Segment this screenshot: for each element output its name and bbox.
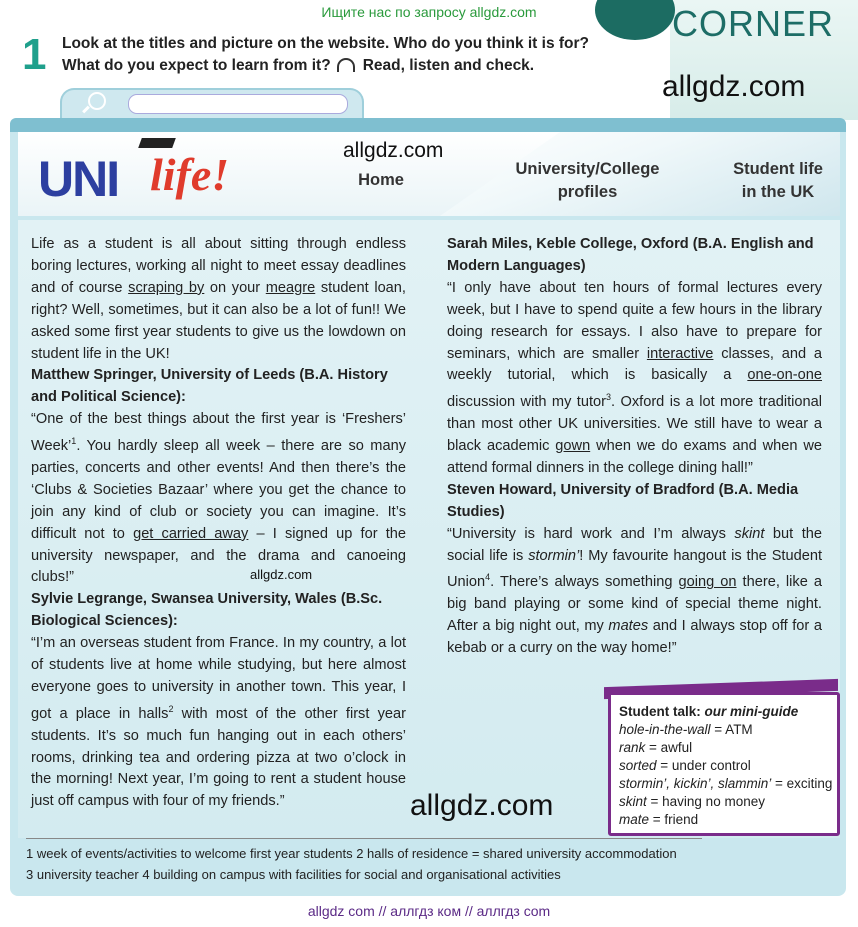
- sarah-quote: “I only have about ten hours of formal lectures every week, but I have to spend quite a few hours in the library doing research for essays. I also have to prepare for seminars, which are smaller interactive classes, and a weekly tutorial, which is basically a one-on-one discussion with my tutor$^3$. Oxford is a lot more traditional than most other UK universities. We still have to wear a black academic gown when we do exams and when we attend formal dinners in the college dining hall!”: [447, 279, 822, 476]
- matthew-quote: “One of the best things about the first year is ‘Freshers’ Week’$^1$. You hardly sleep all week – there are so many parties, concerts and other events! And then there’s the ‘Clubs & Societies Bazaar’ where you get the chance to join any kind of club or society you can imagine. It’s difficult not to get carried away – I signed up for the university newspaper, and the drama and canoeing clubs!”: [31, 411, 407, 586]
- mini-guide-item: rank = awful: [619, 740, 693, 755]
- sylvie-quote: “I’m an overseas student from France. In my country, a lot of students live at home while studying, but here almost everyone goes to university in another town. This year, I got a place in halls$^2$ with most of the other first year students. It’s so much fun hanging out in each others’ rooms, drinking tea and ordering pizza at two o’clock in the morning! Next year, I’m going to rent a student house just off campus with four of my friends.”: [31, 635, 406, 810]
- site-logo-life[interactable]: life!: [150, 149, 230, 200]
- task-instructions: [62, 33, 662, 77]
- steven-heading: Steven Howard, University of Bradford (B.A. Media Studies): [447, 481, 799, 520]
- bottom-links[interactable]: allgdz com // аллгдз ком // аллгдз com: [307, 903, 551, 919]
- intro-paragraph: Life as a student is all about sitting through endless boring lectures, working all night to meet essay deadlines and of course scraping by on your meagre student loan, right? Well, sometimes, but it can also be a lot of fun!! We asked some first year students to give us the lowdown on student life in the UK!: [31, 236, 406, 362]
- sarah-heading: Sarah Miles, Keble College, Oxford (B.A. English and Modern Languages): [447, 236, 814, 274]
- footnote-line-1: 1 week of events/activities to welcome first year students 2 halls of residence = shared university accommodation: [26, 846, 677, 861]
- mini-guide-title: Student talk: our mini-guide: [619, 704, 799, 719]
- task-number: 1: [22, 30, 47, 79]
- headphones-icon: [337, 58, 355, 72]
- watermark: allgdz.com: [662, 70, 806, 103]
- nav-student-life-uk[interactable]: Student life in the UK: [733, 160, 823, 201]
- student-talk-box: [608, 692, 840, 836]
- steven-quote: “University is hard work and I’m always skint but the social life is stormin’! My favourite hangout is the Student Union$^4$. There’s always something going on there, like a big band playing or some kind of special theme night. After a big night out, my mates and I always stop off for a kebab or a curry on the way home!”: [447, 525, 822, 657]
- task-line-2: What do you expect to learn from it? Read, listen and check.: [62, 57, 535, 74]
- mini-guide-item: mate = friend: [619, 812, 699, 827]
- article-left-column: [31, 234, 406, 813]
- corner-title: CORNER: [672, 4, 835, 38]
- site-logo-uni[interactable]: UNI: [38, 151, 119, 207]
- task-line-1: Look at the titles and picture on the website. Who do you think it is for?: [62, 35, 590, 52]
- mini-guide-item: stormin’, kickin’, slammin’ = exciting: [619, 776, 833, 791]
- mini-guide-item: skint = having no money: [619, 794, 765, 809]
- nav-home[interactable]: Home: [358, 171, 404, 189]
- watermark: allgdz.com: [250, 567, 313, 582]
- search-input[interactable]: [128, 94, 348, 114]
- matthew-heading: Matthew Springer, University of Leeds (B.A. History and Political Science):: [31, 367, 388, 406]
- browser-toolbar: [10, 118, 846, 132]
- nav-university-profiles[interactable]: University/College profiles: [515, 160, 660, 201]
- watermark: allgdz.com: [410, 789, 554, 822]
- mini-guide-item: hole-in-the-wall = ATM: [619, 722, 753, 737]
- footnotes: [26, 843, 677, 885]
- graduation-cap-icon: [138, 138, 176, 148]
- mini-guide-item: sorted = under control: [619, 758, 751, 773]
- watermark: allgdz.com: [343, 139, 444, 162]
- footnote-line-2: 3 university teacher 4 building on campus with facilities for social and organisational activities: [26, 867, 561, 882]
- footnote-divider: [26, 838, 702, 839]
- top-search-link[interactable]: Ищите нас по запросу allgdz.com: [321, 4, 537, 20]
- article-right-column: [447, 234, 822, 660]
- search-icon[interactable]: [88, 92, 106, 110]
- sylvie-heading: Sylvie Legrange, Swansea University, Wales (B.Sc. Biological Sciences):: [31, 591, 383, 630]
